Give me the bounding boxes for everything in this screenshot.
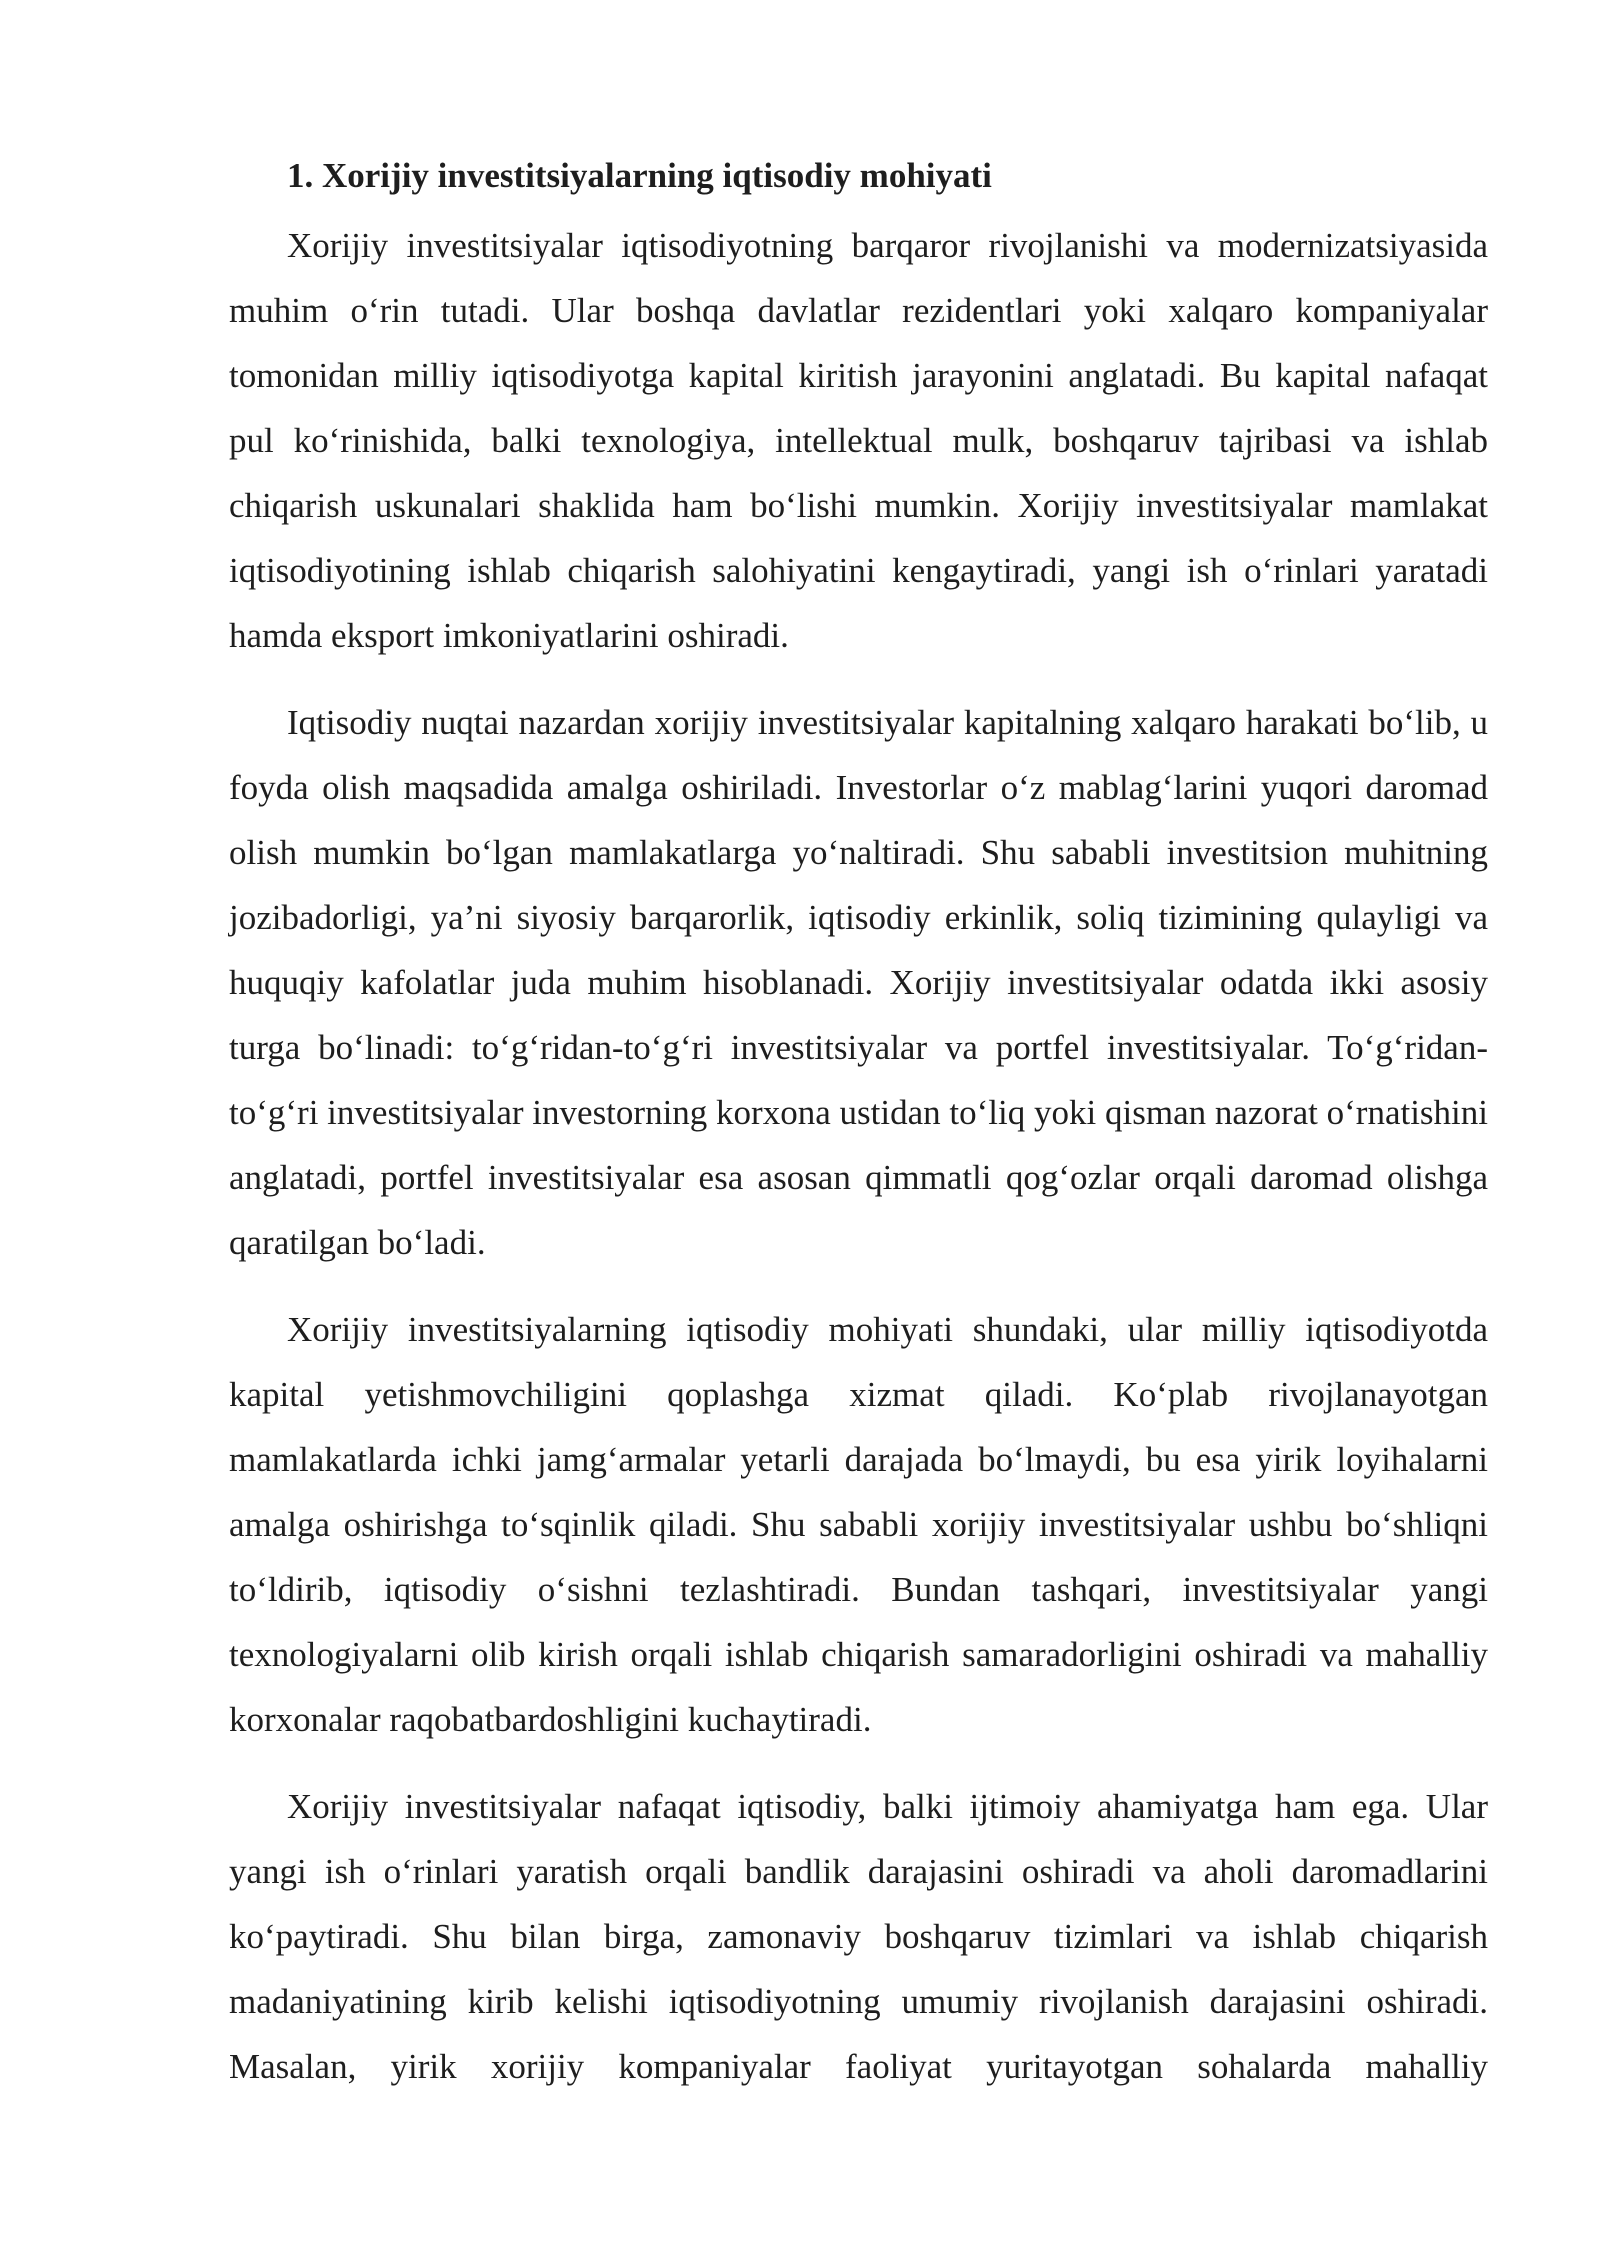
paragraph-3: Xorijiy investitsiyalarning iqtisodiy mohiyati shundaki, ular milliy iqtisodiyotda kapital yetishmovchiligini qoplashga xizmat qiladi. Ko‘plab rivojlanayotgan mamlakatlarda ichki jamg‘armalar yetarli darajada bo‘lmaydi, bu esa yirik loyihalarni amalga oshirishga to‘sqinlik qiladi. Shu sababli xorijiy investitsiyalar ushbu bo‘shliqni to‘ldirib, iqtisodiy o‘sishni tezlashtiradi. Bundan tashqari, investitsiyalar yangi texnologiyalarni olib kirish orqali ishlab chiqarish samaradorligini oshiradi va mahalliy korxonalar raqobatbardoshligini kuchaytiradi. — [229, 1310, 1488, 1739]
paragraph-4: Xorijiy investitsiyalar nafaqat iqtisodiy, balki ijtimoiy ahamiyatga ham ega. Ular yangi ish o‘rinlari yaratish orqali bandlik darajasini oshiradi va aholi daromadlarini ko‘paytiradi. Shu bilan birga, zamonaviy boshqaruv tizimlari va ishlab chiqarish madaniyatining kirib kelishi iqtisodiyotning umumiy rivojlanish darajasini oshiradi. Masalan, yirik xorijiy kompaniyalar faoliyat yuritayotgan sohalarda mahalliy — [229, 1787, 1488, 2086]
paragraph-1: Xorijiy investitsiyalar iqtisodiyotning barqaror rivojlanishi va modernizatsiyasida muhim o‘rin tutadi. Ular boshqa davlatlar rezidentlari yoki xalqaro kompaniyalar tomonidan milliy iqtisodiyotga kapital kiritish jarayonini anglatadi. Bu kapital nafaqat pul ko‘rinishida, balki texnologiya, intellektual mulk, boshqaruv tajribasi va ishlab chiqarish uskunalari shaklida ham bo‘lishi mumkin. Xorijiy investitsiyalar mamlakat iqtisodiyotining ishlab chiqarish salohiyatini kengaytiradi, yangi ish o‘rinlari yaratadi hamda eksport imkoniyatlarini oshiradi. — [229, 226, 1488, 655]
section-heading: 1. Xorijiy investitsiyalarning iqtisodiy mohiyati — [287, 156, 992, 195]
paragraph-2: Iqtisodiy nuqtai nazardan xorijiy investitsiyalar kapitalning xalqaro harakati bo‘lib, u foyda olish maqsadida amalga oshiriladi. Investorlar o‘z mablag‘larini yuqori daromad olish mumkin bo‘lgan mamlakatlarga yo‘naltiradi. Shu sababli investitsion muhitning jozibadorligi, ya’ni siyosiy barqarorlik, iqtisodiy erkinlik, soliq tizimining qulayligi va huquqiy kafolatlar juda muhim hisoblanadi. Xorijiy investitsiyalar odatda ikki asosiy turga bo‘linadi: to‘g‘ridan-to‘g‘ri investitsiyalar va portfel investitsiyalar. To‘g‘ridan-to‘g‘ri investitsiyalar investorning korxona ustidan to‘liq yoki qisman nazorat o‘rnatishini anglatadi, portfel investitsiyalar esa asosan qimmatli qog‘ozlar orqali daromad olishga qaratilgan bo‘ladi. — [229, 703, 1488, 1262]
document-body — [229, 148, 1488, 2099]
